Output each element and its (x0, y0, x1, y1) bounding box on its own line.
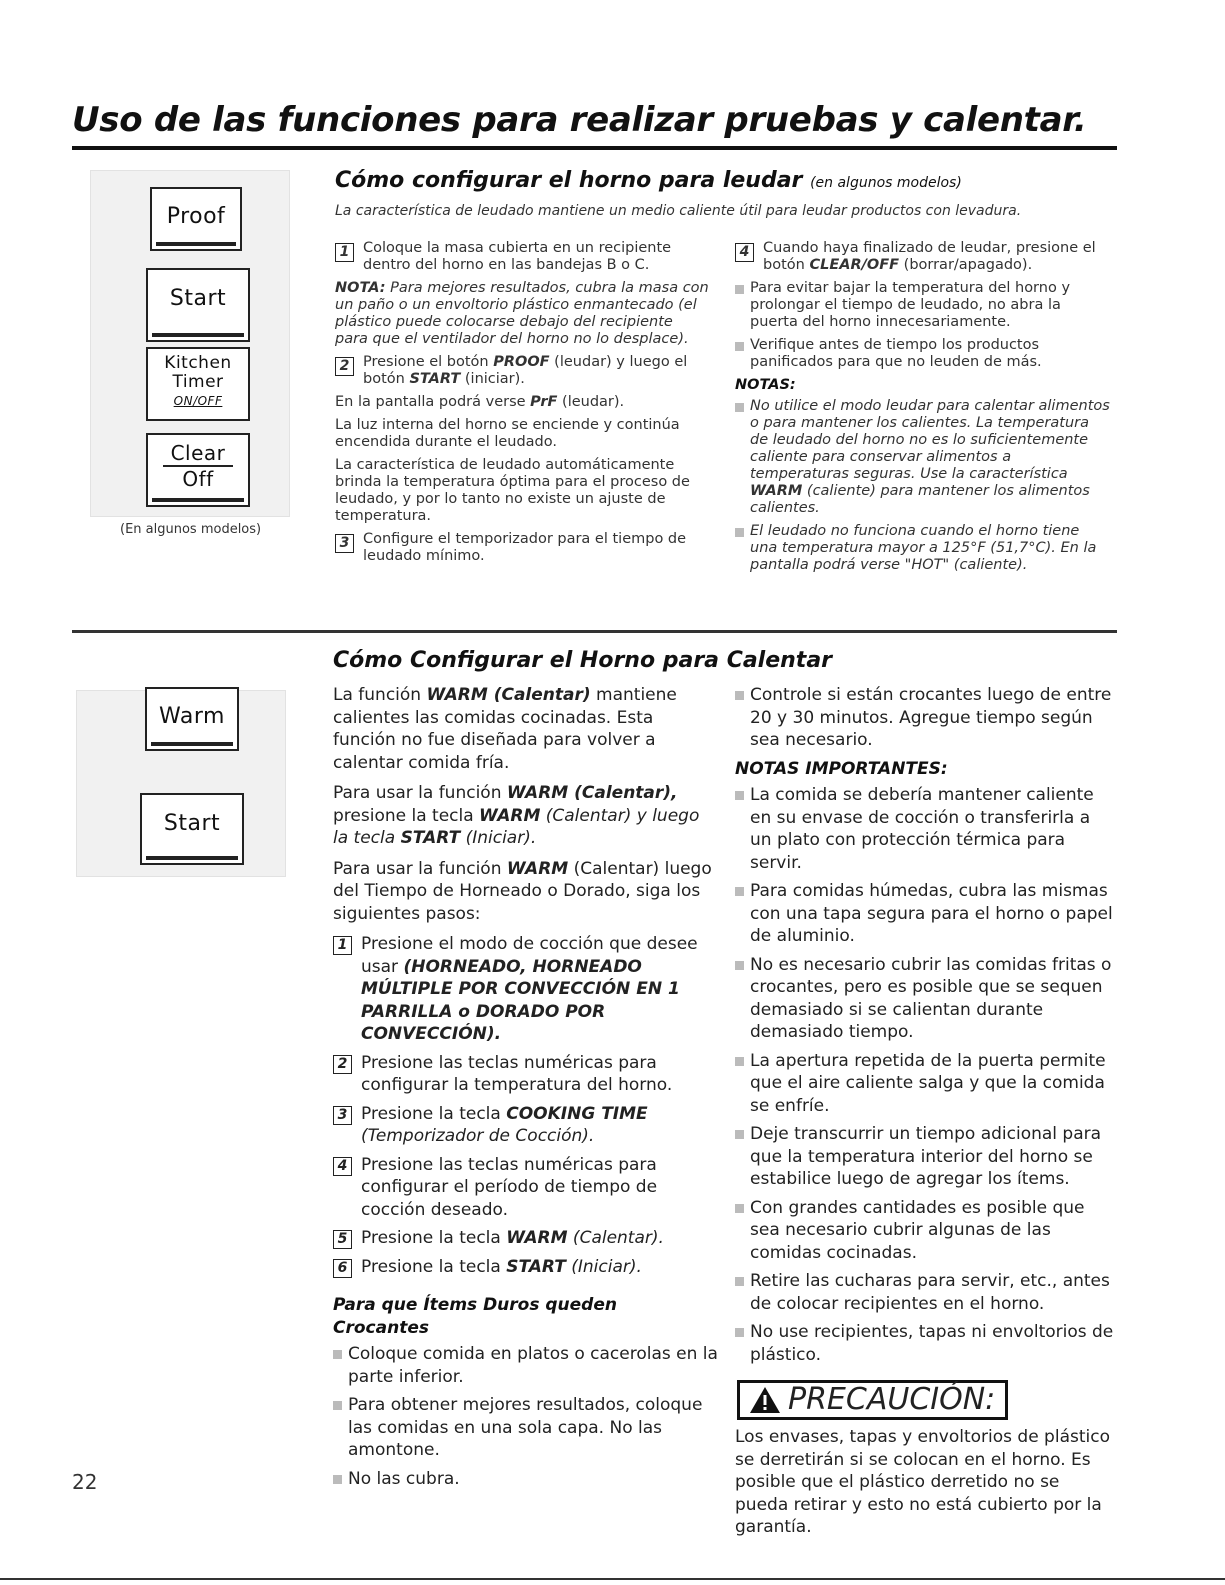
warm-note: La apertura repetida de la puerta permite que el aire caliente salga y que la comida se enfríe. (735, 1050, 1115, 1118)
warning-triangle-icon (748, 1385, 782, 1415)
proof-step-2: 2 Presione el botón PROOF (leudar) y luego el botón START (iniciar). (335, 354, 710, 388)
warm-step-1: 1 Presione el modo de cocción que desee usar (HORNEADO, HORNEADO MÚLTIPLE POR CONVECCIÓN EN 1 PARRILLA o DORADO POR CONVECCIÓN). (333, 933, 718, 1046)
warm-paragraph: Para usar la función WARM (Calentar) luego del Tiempo de Horneado o Dorado, siga los siguientes pasos: (333, 858, 712, 924)
bullet-square-icon (735, 528, 744, 537)
keypad-caption: (En algunos modelos) (120, 522, 262, 537)
proof-left-column (335, 240, 710, 571)
clear-label: Clear (170, 441, 226, 465)
crisp-heading: Para que Ítems Duros queden Crocantes (333, 1295, 617, 1338)
start-key-label: Start (169, 286, 227, 311)
bullet-square-icon (333, 1475, 342, 1484)
step-number: 4 (333, 1157, 352, 1176)
bullet-square-icon (735, 791, 744, 800)
proof-light-text: La luz interna del horno se enciende y continúa encendida durante el leudado. (335, 417, 680, 450)
bullet-square-icon (735, 285, 744, 294)
bullet-square-icon (735, 342, 744, 351)
proof-note: NOTA: Para mejores resultados, cubra la masa con un paño o un envoltorio plástico enmantecado (el plástico puede colocarse debajo del recipiente para que el ventilador del horno no lo desplace). (335, 280, 709, 347)
step-text: Configure el temporizador para el tiempo de leudado mínimo. (363, 531, 687, 564)
warm-left-column (333, 684, 718, 1496)
step-text: Coloque la masa cubierta en un recipiente dentro del horno en las bandejas B o C. (363, 240, 672, 273)
proof-bullet: Verifique antes de tiempo los productos panificados para que no leuden de más. (735, 337, 1110, 371)
bullet-square-icon (333, 1401, 342, 1410)
key-underline (156, 242, 236, 246)
step-number: 2 (335, 357, 354, 376)
warm-note: Con grandes cantidades es posible que sea necesario cubrir algunas de las comidas cocinadas. (735, 1197, 1115, 1265)
proof-note-item: El leudado no funciona cuando el horno tiene una temperatura mayor a 125°F (51,7°C). En la pantalla podrá verse "HOT" (caliente). (735, 523, 1110, 574)
precaution-box (737, 1380, 1008, 1420)
kitchen-timer-key (146, 347, 250, 421)
start-key-label: Start (163, 811, 221, 836)
proof-heading-note: (en algunos modelos) (810, 175, 962, 191)
warm-step-5: 5 Presione la tecla WARM (Calentar). (333, 1227, 718, 1250)
warm-heading: Cómo Configurar el Horno para Calentar (333, 648, 833, 673)
proof-step-3 (335, 531, 710, 565)
onoff-label: ON/OFF (173, 394, 223, 408)
warm-step-3: 3 Presione la tecla COOKING TIME (Temporizador de Cocción). (333, 1103, 718, 1148)
proof-key (150, 187, 242, 251)
clear-off-key (146, 433, 250, 507)
warm-note: No es necesario cubrir las comidas fritas o crocantes, pero es posible que se sequen demasiado si se calientan durante demasiado tiempo. (735, 954, 1115, 1044)
warm-paragraph: La función WARM (Calentar) mantiene calientes las comidas cocinadas. Esta función no fue diseñada para volver a calentar comida fría. (333, 685, 677, 773)
step-number: 1 (333, 936, 352, 955)
warm-paragraph: Para usar la función WARM (Calentar), presione la tecla WARM (Calentar) y luego la tecla START (Iniciar). (333, 783, 700, 848)
proof-header (335, 168, 1115, 219)
step-number: 4 (735, 243, 754, 262)
timer-label: Timer (172, 372, 224, 392)
bullet-square-icon (333, 1350, 342, 1359)
crisp-bullet: Para obtener mejores resultados, coloque las comidas en una sola capa. No las amontone. (333, 1394, 718, 1462)
kitchen-label: Kitchen (164, 353, 232, 373)
page-number: 22 (72, 1470, 98, 1494)
warm-step-6: 6 Presione la tecla START (Iniciar). (333, 1256, 718, 1279)
proof-step-4: 4 Cuando haya finalizado de leudar, presione el botón CLEAR/OFF (borrar/apagado). (735, 240, 1110, 274)
step-number: 6 (333, 1259, 352, 1278)
warm-step-4: 4 Presione las teclas numéricas para configurar el período de tiempo de cocción deseado. (333, 1154, 718, 1222)
start-key (146, 268, 250, 342)
key-underline (151, 742, 233, 746)
warm-key (145, 687, 239, 751)
proof-step-1 (335, 240, 710, 274)
start-key (140, 793, 244, 865)
bullet-square-icon (735, 1204, 744, 1213)
crisp-bullet: No las cubra. (333, 1468, 718, 1491)
warm-header (333, 648, 832, 673)
crisp-bullet: Coloque comida en platos o cacerolas en la parte inferior. (333, 1343, 718, 1388)
warm-note: Retire las cucharas para servir, etc., antes de colocar recipientes en el horno. (735, 1270, 1115, 1315)
step-number: 2 (333, 1055, 352, 1074)
proof-display-text: En la pantalla podrá verse PrF (leudar). (335, 394, 625, 410)
proof-notes-label: NOTAS: (735, 377, 796, 393)
page-title: Uso de las funciones para realizar pruebas y calentar. (72, 100, 1087, 140)
step-number: 3 (333, 1106, 352, 1125)
key-underline (152, 498, 244, 502)
bullet-square-icon (735, 1130, 744, 1139)
proof-auto-text: La característica de leudado automáticamente brinda la temperatura óptima para el proceso de leudado, y por lo tanto no existe un ajuste de temperatura. (335, 457, 690, 524)
title-rule (72, 146, 1117, 150)
bullet-square-icon (735, 1328, 744, 1337)
warm-step-2: 2 Presione las teclas numéricas para configurar la temperatura del horno. (333, 1052, 718, 1097)
bullet-square-icon (735, 691, 744, 700)
off-label: Off (182, 467, 214, 491)
important-notes-label: NOTAS IMPORTANTES: (735, 758, 948, 779)
bottom-rule (0, 1578, 1225, 1580)
warm-note: No use recipientes, tapas ni envoltorios de plástico. (735, 1321, 1115, 1366)
step-number: 1 (335, 243, 354, 262)
step-number: 5 (333, 1230, 352, 1249)
proof-bullet: Para evitar bajar la temperatura del horno y prolongar el tiempo de leudado, no abra la puerta del horno innecesariamente. (735, 280, 1110, 331)
proof-intro: La característica de leudado mantiene un medio caliente útil para leudar productos con levadura. (335, 203, 1022, 219)
warm-right-column (735, 684, 1115, 1539)
precaution-title: PRECAUCIÓN: (788, 1381, 996, 1417)
proof-note-item: No utilice el modo leudar para calentar alimentos o para mantener los calientes. La temperatura de leudado del horno no es lo suficientemente caliente para conservar alimentos a temperaturas seguras. Use la característica WARM (caliente) para mantener los alimentos calientes. (735, 398, 1110, 517)
key-underline (152, 333, 244, 337)
bullet-square-icon (735, 961, 744, 970)
proof-right-column (735, 240, 1110, 580)
warm-note: La comida se debería mantener caliente en su envase de cocción o transferirla a un plato con protección térmica para servir. (735, 784, 1115, 874)
bullet-square-icon (735, 887, 744, 896)
bullet-square-icon (735, 1277, 744, 1286)
proof-key-label: Proof (166, 204, 226, 229)
warm-note: Deje transcurrir un tiempo adicional para que la temperatura interior del horno se estabilice luego de agregar los ítems. (735, 1123, 1115, 1191)
warm-key-label: Warm (159, 704, 225, 729)
step-number: 3 (335, 534, 354, 553)
key-underline (146, 856, 238, 860)
proof-heading: Cómo configurar el horno para leudar (335, 168, 803, 193)
bullet-square-icon (735, 1057, 744, 1066)
precaution-text: Los envases, tapas y envoltorios de plástico se derretirán si se colocan en el horno. Es posible que el plástico derretido no se pueda retirar y esto no está cubierto por la garantía. (735, 1427, 1110, 1537)
bullet-square-icon (735, 403, 744, 412)
warm-bullet: Controle si están crocantes luego de entre 20 y 30 minutos. Agregue tiempo según sea necesario. (735, 684, 1115, 752)
section-rule (72, 630, 1117, 633)
warm-note: Para comidas húmedas, cubra las mismas con una tapa segura para el horno o papel de aluminio. (735, 880, 1115, 948)
